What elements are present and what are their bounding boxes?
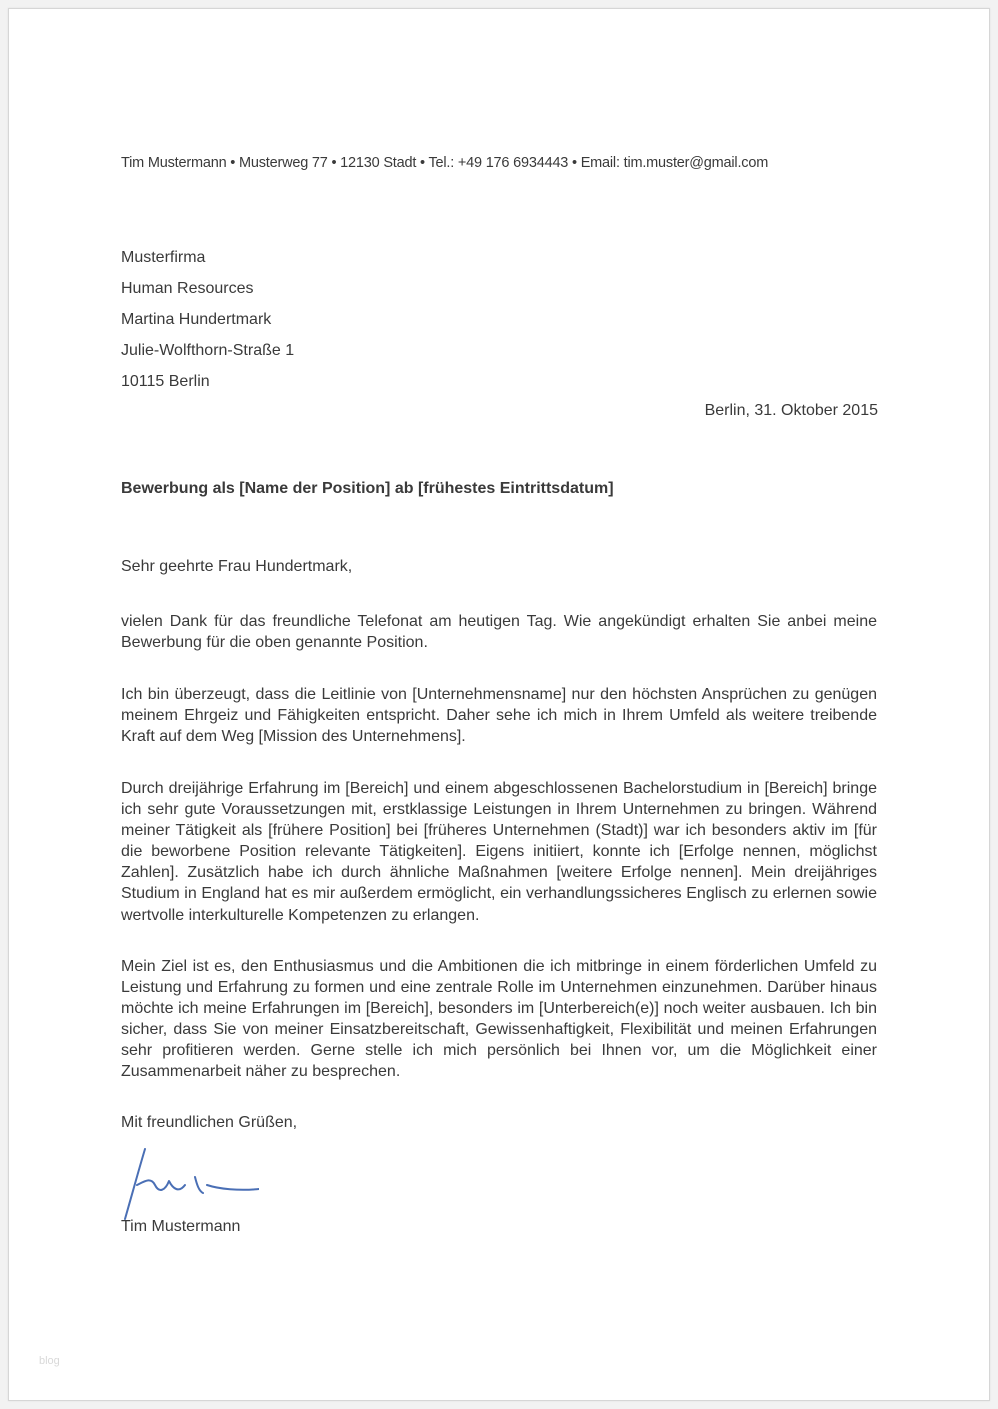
- handwritten-signature: [119, 1141, 259, 1225]
- recipient-city: 10115 Berlin: [121, 373, 210, 390]
- recipient-company: Musterfirma: [121, 249, 206, 266]
- letter-date: Berlin, 31. Oktober 2015: [704, 402, 878, 419]
- signer-name: Tim Mustermann: [121, 1218, 241, 1235]
- sender-line: Tim Mustermann • Musterweg 77 • 12130 Stadt • Tel.: +49 176 6934443 • Email: tim.muster@gmail.com: [121, 155, 769, 171]
- paragraph-2: Ich bin überzeugt, dass die Leitlinie von [Unternehmensname] nur den höchsten Ansprüchen zu genügen meinem Ehrgeiz und Fähigkeiten entspricht. Daher sehe ich mich in Ihrem Umfeld als weitere treibende Kraft auf dem Weg [Mission des Unternehmens].: [121, 686, 877, 746]
- letter-subject: Bewerbung als [Name der Position] ab [frühestes Eintrittsdatum]: [121, 480, 614, 497]
- letter-page: [8, 8, 990, 1401]
- recipient-department: Human Resources: [121, 280, 254, 297]
- recipient-contact: Martina Hundertmark: [121, 311, 272, 328]
- paragraph-3: Durch dreijährige Erfahrung im [Bereich] und einem abgeschlossenen Bachelorstudium in [Bereich] bringe ich sehr gute Voraussetzungen mit, erstklassige Leistungen in Ihrem Unternehmen zu bringen. Während meiner Tätigkeit als [frühere Position] bei [früheres Unternehmen (Stadt)] war ich besonders aktiv im [für die beworbene Position relevante Tätigkeiten]. Eigens initiiert, konnte ich [Erfolge nennen, möglichst Zahlen]. Zusätzlich habe ich durch ähnliche Maßnahmen [weitere Erfolge nennen]. Mein dreijähriges Studium in England hat es mir außerdem ermöglicht, ein verhandlungssicheres Englisch zu erlernen sowie wertvolle interkulturelle Kompetenzen zu erlangen.: [121, 780, 877, 924]
- recipient-street: Julie-Wolfthorn-Straße 1: [121, 342, 295, 359]
- closing: Mit freundlichen Grüßen,: [121, 1114, 298, 1131]
- salutation: Sehr geehrte Frau Hundertmark,: [121, 558, 353, 575]
- paragraph-4: Mein Ziel ist es, den Enthusiasmus und die Ambitionen die ich mitbringe in einem förderlichen Umfeld zu Leistung und Erfahrung zu formen und eine zentrale Rolle im Unternehmen einzunehmen. Darüber hinaus möchte ich meine Erfahrungen im [Bereich], besonders im [Unterbereich(e)] noch weiter ausbauen. Ich bin sicher, dass Sie von meiner Einsatzbereitschaft, Gewissenhaftigkeit, Flexibilität und meinen Erfahrungen sehr profitieren werden. Gerne stelle ich mich persönlich bei Ihnen vor, um die Möglichkeit einer Zusammenarbeit näher zu besprechen.: [121, 958, 877, 1081]
- watermark: blog: [39, 1355, 60, 1367]
- paragraph-1: vielen Dank für das freundliche Telefonat am heutigen Tag. Wie angekündigt erhalten Sie anbei meine Bewerbung für die oben genannte Position.: [121, 613, 877, 652]
- recipient-address: [121, 247, 294, 402]
